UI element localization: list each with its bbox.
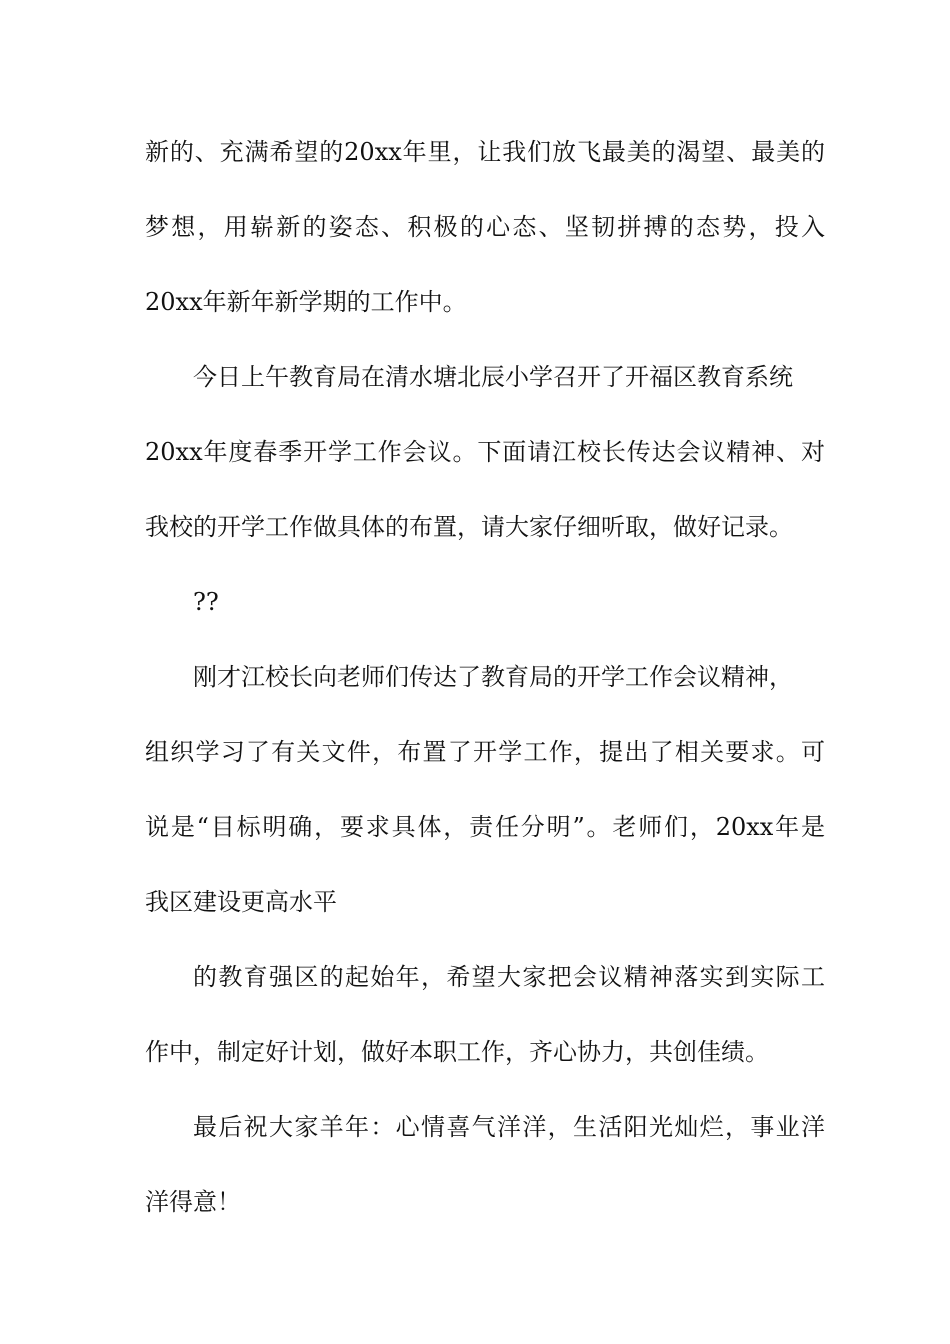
paragraph-line: 作中，制定好计划，做好本职工作，齐心协力，共创佳绩。 [145,1038,769,1066]
paragraph-line: 说是“目标明确，要求具体，责任分明”。老师们，20xx年是 [145,813,825,841]
paragraph-line: 今日上午教育局在清水塘北辰小学召开了开福区教育系统 [193,363,793,391]
paragraph-line: 我区建设更高水平 [145,888,337,916]
paragraph-line: 组织学习了有关文件，布置了开学工作，提出了相关要求。可 [145,738,825,766]
paragraph-line: 最后祝大家羊年：心情喜气洋洋，生活阳光灿烂，事业洋 [193,1113,825,1141]
paragraph-line: 梦想，用崭新的姿态、积极的心态、坚韧拼搏的态势，投入 [145,213,825,241]
paragraph-line: 洋得意！ [145,1188,241,1216]
paragraph-line: ?? [193,588,219,616]
paragraph-line: 我校的开学工作做具体的布置，请大家仔细听取，做好记录。 [145,513,793,541]
paragraph-line: 的教育强区的起始年，希望大家把会议精神落实到实际工 [193,963,825,991]
paragraph-line: 刚才江校长向老师们传达了教育局的开学工作会议精神， [193,663,793,691]
paragraph-line: 20xx年度春季开学工作会议。下面请江校长传达会议精神、对 [145,438,825,466]
paragraph-line: 新的、充满希望的20xx年里，让我们放飞最美的渴望、最美的 [145,138,825,166]
paragraph-line: 20xx年新年新学期的工作中。 [145,288,467,316]
